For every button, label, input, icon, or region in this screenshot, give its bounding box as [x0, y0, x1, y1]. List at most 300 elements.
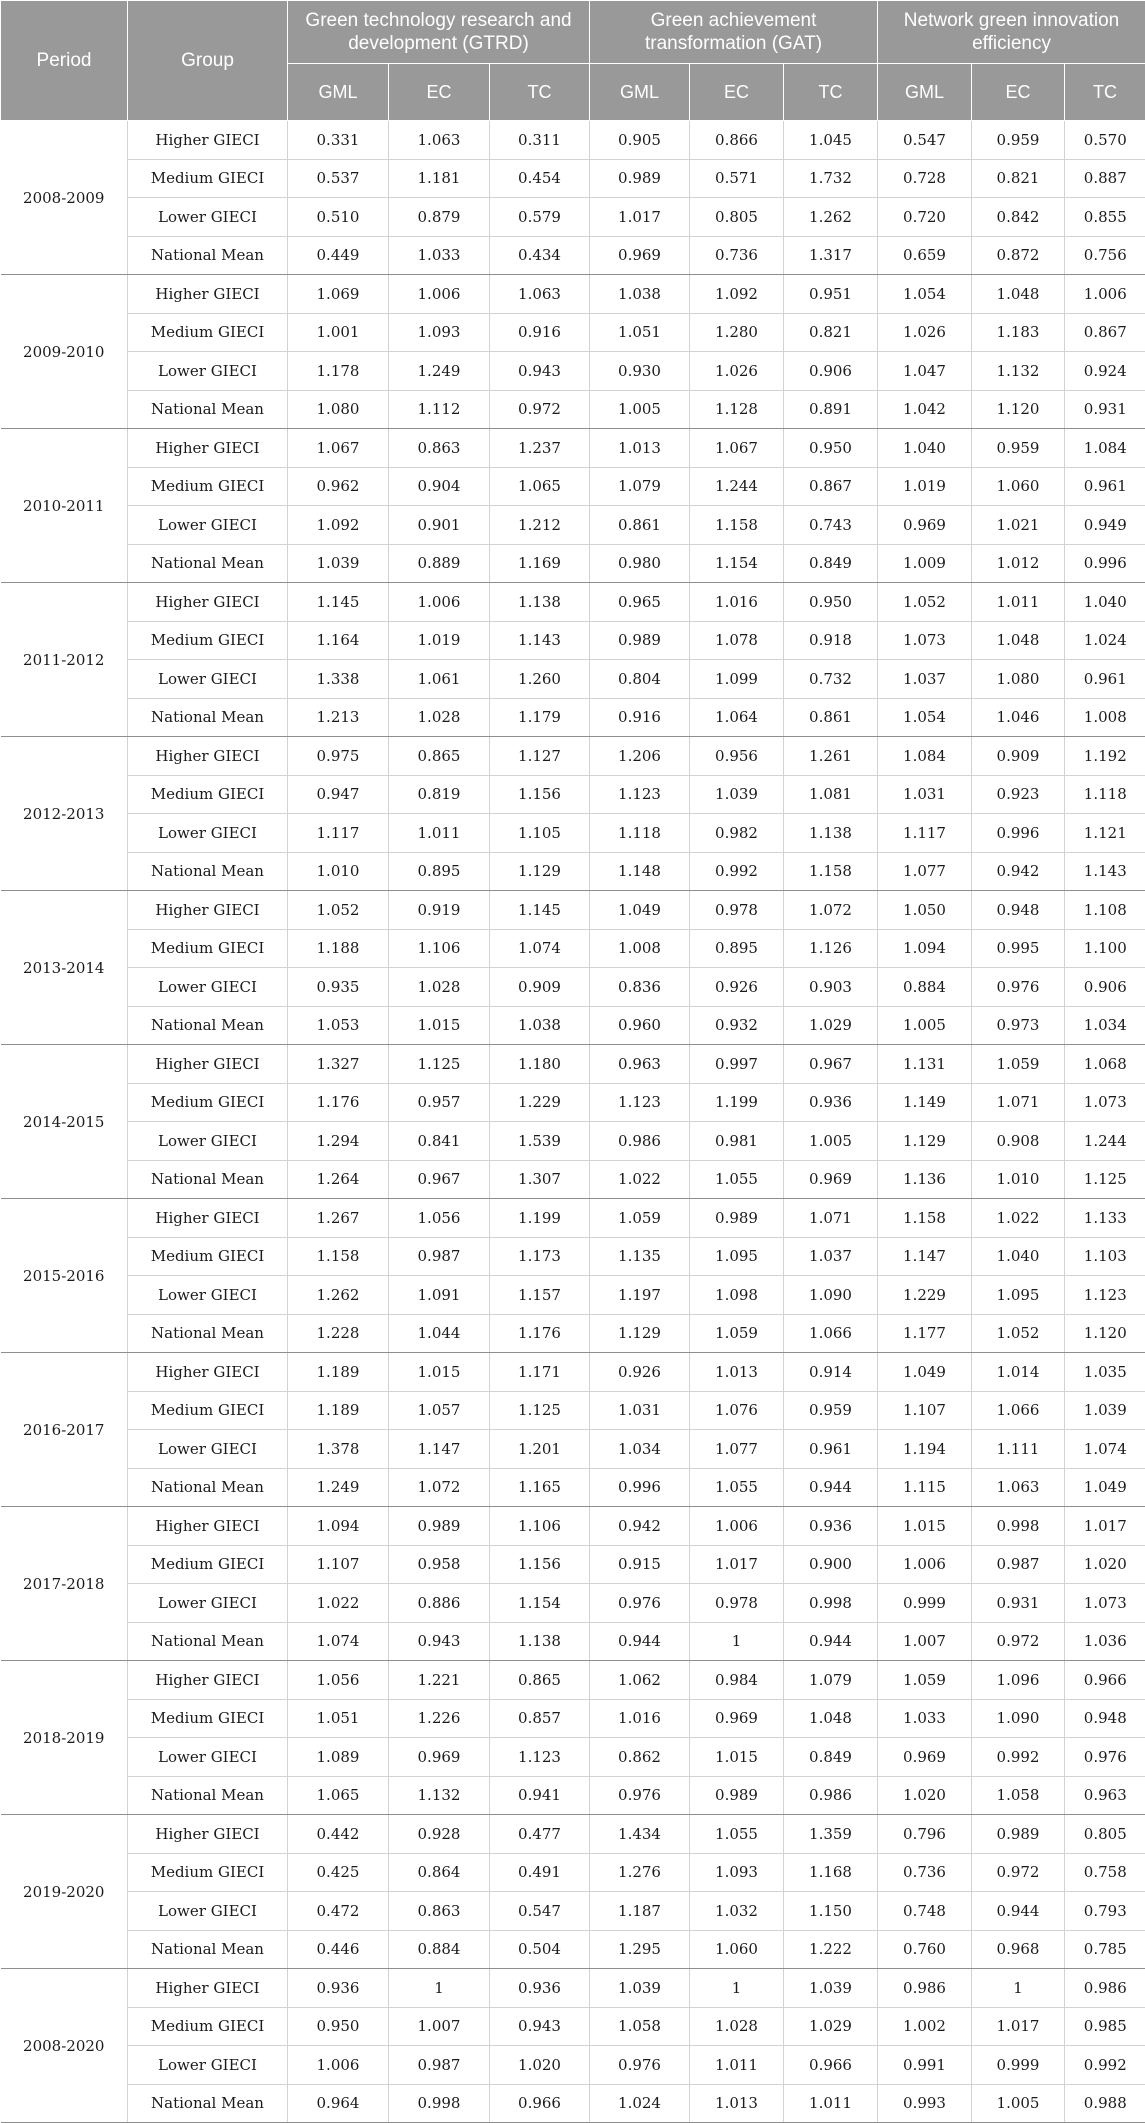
value-cell: 1.013	[690, 1353, 784, 1392]
value-cell: 1.212	[490, 506, 590, 545]
value-cell: 1.378	[288, 1430, 389, 1469]
value-cell: 0.936	[784, 1507, 878, 1546]
value-cell: 1.067	[690, 429, 784, 468]
value-cell: 1.539	[490, 1122, 590, 1161]
table-row	[1, 1430, 1145, 1469]
value-cell: 1.074	[490, 929, 590, 968]
group-cell: Higher GIECI	[128, 275, 288, 314]
value-cell: 0.821	[784, 313, 878, 352]
table-row	[1, 1892, 1145, 1931]
value-cell: 1.434	[590, 1815, 690, 1854]
value-cell: 1.099	[690, 660, 784, 699]
value-cell: 1.073	[1065, 1083, 1145, 1122]
group-cell: Medium GIECI	[128, 1545, 288, 1584]
value-cell: 0.855	[1065, 198, 1145, 237]
value-cell: 0.950	[784, 583, 878, 622]
value-cell: 0.969	[690, 1699, 784, 1738]
value-cell: 1.213	[288, 698, 389, 737]
value-cell: 1.038	[590, 275, 690, 314]
value-cell: 0.951	[784, 275, 878, 314]
table-row	[1, 544, 1145, 583]
value-cell: 1.033	[878, 1699, 972, 1738]
group-cell: Lower GIECI	[128, 1738, 288, 1777]
group-cell: Medium GIECI	[128, 775, 288, 814]
value-cell: 1.022	[972, 1199, 1065, 1238]
group-cell: Higher GIECI	[128, 583, 288, 622]
value-cell: 0.923	[972, 775, 1065, 814]
table-row	[1, 236, 1145, 275]
value-cell: 1.249	[288, 1468, 389, 1507]
group-cell: Higher GIECI	[128, 1507, 288, 1546]
table-row	[1, 1391, 1145, 1430]
value-cell: 1.063	[490, 275, 590, 314]
value-cell: 0.965	[590, 583, 690, 622]
group-cell: National Mean	[128, 1622, 288, 1661]
table-row	[1, 2046, 1145, 2085]
value-cell: 1.129	[490, 852, 590, 891]
header-gat: Green achievement transformation (GAT)	[590, 1, 878, 64]
group-cell: Lower GIECI	[128, 968, 288, 1007]
value-cell: 0.863	[389, 1892, 490, 1931]
value-cell: 1.123	[490, 1738, 590, 1777]
value-cell: 0.796	[878, 1815, 972, 1854]
value-cell: 0.659	[878, 236, 972, 275]
value-cell: 0.991	[878, 2046, 972, 2085]
period-cell: 2019-2020	[1, 1815, 128, 1969]
group-cell: Higher GIECI	[128, 1969, 288, 2008]
value-cell: 1.147	[389, 1430, 490, 1469]
value-cell: 1	[690, 1969, 784, 2008]
value-cell: 0.972	[490, 390, 590, 429]
table-row	[1, 506, 1145, 545]
value-cell: 1.021	[972, 506, 1065, 545]
value-cell: 1.034	[590, 1430, 690, 1469]
table-row	[1, 814, 1145, 853]
value-cell: 1.147	[878, 1237, 972, 1276]
value-cell: 1.125	[490, 1391, 590, 1430]
value-cell: 1.123	[590, 1083, 690, 1122]
value-cell: 1.108	[1065, 891, 1145, 930]
value-cell: 0.972	[972, 1622, 1065, 1661]
value-cell: 1.054	[878, 698, 972, 737]
value-cell: 1.039	[288, 544, 389, 583]
group-cell: Higher GIECI	[128, 1353, 288, 1392]
table-row	[1, 1237, 1145, 1276]
value-cell: 0.967	[389, 1160, 490, 1199]
value-cell: 1.261	[784, 737, 878, 776]
value-cell: 1	[972, 1969, 1065, 2008]
subheader-gml: GML	[878, 64, 972, 121]
value-cell: 0.720	[878, 198, 972, 237]
header-network-efficiency: Network green innovation efficiency	[878, 1, 1145, 64]
value-cell: 0.849	[784, 544, 878, 583]
value-cell: 0.887	[1065, 159, 1145, 198]
value-cell: 1.038	[490, 1006, 590, 1045]
value-cell: 1.229	[490, 1083, 590, 1122]
value-cell: 1.024	[1065, 621, 1145, 660]
value-cell: 1.015	[389, 1006, 490, 1045]
value-cell: 1.017	[590, 198, 690, 237]
value-cell: 0.969	[878, 1738, 972, 1777]
value-cell: 1.164	[288, 621, 389, 660]
group-cell: National Mean	[128, 2084, 288, 2123]
table-row	[1, 159, 1145, 198]
value-cell: 1.049	[878, 1353, 972, 1392]
value-cell: 1.093	[690, 1853, 784, 1892]
group-cell: Lower GIECI	[128, 1276, 288, 1315]
value-cell: 0.961	[1065, 660, 1145, 699]
value-cell: 0.836	[590, 968, 690, 1007]
value-cell: 0.987	[389, 2046, 490, 2085]
value-cell: 0.446	[288, 1930, 389, 1969]
value-cell: 0.976	[972, 968, 1065, 1007]
value-cell: 1.107	[878, 1391, 972, 1430]
value-cell: 1.125	[1065, 1160, 1145, 1199]
group-cell: Medium GIECI	[128, 467, 288, 506]
value-cell: 1.136	[878, 1160, 972, 1199]
value-cell: 1.177	[878, 1314, 972, 1353]
group-cell: Medium GIECI	[128, 621, 288, 660]
value-cell: 1.033	[389, 236, 490, 275]
value-cell: 1.065	[490, 467, 590, 506]
value-cell: 1.052	[878, 583, 972, 622]
value-cell: 1.115	[878, 1468, 972, 1507]
group-cell: Lower GIECI	[128, 2046, 288, 2085]
value-cell: 1.080	[288, 390, 389, 429]
period-cell: 2015-2016	[1, 1199, 128, 1353]
value-cell: 0.966	[1065, 1661, 1145, 1700]
value-cell: 0.571	[690, 159, 784, 198]
value-cell: 0.760	[878, 1930, 972, 1969]
value-cell: 0.992	[690, 852, 784, 891]
value-cell: 0.931	[1065, 390, 1145, 429]
group-cell: National Mean	[128, 236, 288, 275]
value-cell: 0.537	[288, 159, 389, 198]
table-row	[1, 1661, 1145, 1700]
value-cell: 1.046	[972, 698, 1065, 737]
value-cell: 0.842	[972, 198, 1065, 237]
value-cell: 1.229	[878, 1276, 972, 1315]
value-cell: 0.943	[490, 2007, 590, 2046]
value-cell: 1.221	[389, 1661, 490, 1700]
value-cell: 0.969	[784, 1160, 878, 1199]
subheader-gml: GML	[590, 64, 690, 121]
period-cell: 2016-2017	[1, 1353, 128, 1507]
value-cell: 1.117	[288, 814, 389, 853]
value-cell: 0.793	[1065, 1892, 1145, 1931]
value-cell: 1.051	[288, 1699, 389, 1738]
table-body	[1, 121, 1145, 2123]
value-cell: 1.264	[288, 1160, 389, 1199]
value-cell: 1.135	[590, 1237, 690, 1276]
value-cell: 1.158	[878, 1199, 972, 1238]
value-cell: 0.906	[1065, 968, 1145, 1007]
value-cell: 0.959	[784, 1391, 878, 1430]
group-cell: Lower GIECI	[128, 814, 288, 853]
value-cell: 0.865	[389, 737, 490, 776]
value-cell: 1.074	[1065, 1430, 1145, 1469]
value-cell: 1.189	[288, 1391, 389, 1430]
value-cell: 0.865	[490, 1661, 590, 1700]
value-cell: 1.106	[490, 1507, 590, 1546]
value-cell: 0.491	[490, 1853, 590, 1892]
value-cell: 1.058	[972, 1776, 1065, 1815]
value-cell: 1.044	[389, 1314, 490, 1353]
value-cell: 1.165	[490, 1468, 590, 1507]
table-row	[1, 852, 1145, 891]
value-cell: 1.006	[690, 1507, 784, 1546]
value-cell: 1.317	[784, 236, 878, 275]
group-cell: Lower GIECI	[128, 1892, 288, 1931]
value-cell: 0.510	[288, 198, 389, 237]
value-cell: 1.171	[490, 1353, 590, 1392]
value-cell: 1.017	[690, 1545, 784, 1584]
group-cell: Medium GIECI	[128, 929, 288, 968]
period-cell: 2010-2011	[1, 429, 128, 583]
value-cell: 0.986	[590, 1122, 690, 1161]
value-cell: 0.918	[784, 621, 878, 660]
value-cell: 1.049	[590, 891, 690, 930]
table-row	[1, 2084, 1145, 2123]
value-cell: 1.055	[690, 1468, 784, 1507]
table-row	[1, 891, 1145, 930]
value-cell: 1.028	[389, 968, 490, 1007]
value-cell: 1.156	[490, 1545, 590, 1584]
value-cell: 0.931	[972, 1584, 1065, 1623]
table-row	[1, 1969, 1145, 2008]
value-cell: 0.748	[878, 1892, 972, 1931]
value-cell: 1.123	[590, 775, 690, 814]
value-cell: 1.039	[690, 775, 784, 814]
value-cell: 1.055	[690, 1160, 784, 1199]
value-cell: 1.280	[690, 313, 784, 352]
value-cell: 0.926	[690, 968, 784, 1007]
value-cell: 0.504	[490, 1930, 590, 1969]
value-cell: 1.015	[690, 1738, 784, 1777]
value-cell: 0.976	[590, 1584, 690, 1623]
value-cell: 1.059	[690, 1314, 784, 1353]
value-cell: 0.961	[784, 1430, 878, 1469]
value-cell: 0.916	[490, 313, 590, 352]
table-row	[1, 1815, 1145, 1854]
value-cell: 1.249	[389, 352, 490, 391]
table-row	[1, 1314, 1145, 1353]
value-cell: 1.145	[288, 583, 389, 622]
value-cell: 1.149	[878, 1083, 972, 1122]
value-cell: 1.096	[972, 1661, 1065, 1700]
value-cell: 0.758	[1065, 1853, 1145, 1892]
header-group: Group	[128, 1, 288, 121]
value-cell: 1.012	[972, 544, 1065, 583]
value-cell: 0.948	[972, 891, 1065, 930]
value-cell: 0.986	[878, 1969, 972, 2008]
value-cell: 1.068	[1065, 1045, 1145, 1084]
value-cell: 1.158	[288, 1237, 389, 1276]
value-cell: 1.063	[389, 121, 490, 160]
value-cell: 1.010	[288, 852, 389, 891]
value-cell: 0.942	[590, 1507, 690, 1546]
value-cell: 0.996	[972, 814, 1065, 853]
value-cell: 0.980	[590, 544, 690, 583]
value-cell: 1.117	[878, 814, 972, 853]
value-cell: 0.884	[878, 968, 972, 1007]
value-cell: 0.966	[490, 2084, 590, 2123]
value-cell: 1.125	[389, 1045, 490, 1084]
value-cell: 1.307	[490, 1160, 590, 1199]
value-cell: 1.029	[784, 1006, 878, 1045]
value-cell: 0.992	[972, 1738, 1065, 1777]
value-cell: 1.338	[288, 660, 389, 699]
group-cell: Lower GIECI	[128, 352, 288, 391]
table-row	[1, 198, 1145, 237]
value-cell: 1.094	[288, 1507, 389, 1546]
group-cell: National Mean	[128, 1930, 288, 1969]
value-cell: 0.861	[784, 698, 878, 737]
value-cell: 0.969	[590, 236, 690, 275]
value-cell: 1.056	[288, 1661, 389, 1700]
value-cell: 1.009	[878, 544, 972, 583]
value-cell: 0.903	[784, 968, 878, 1007]
value-cell: 0.998	[972, 1507, 1065, 1546]
value-cell: 1.048	[972, 275, 1065, 314]
table-row	[1, 1468, 1145, 1507]
value-cell: 1.031	[590, 1391, 690, 1430]
value-cell: 1.199	[690, 1083, 784, 1122]
value-cell: 1.013	[690, 2084, 784, 2123]
value-cell: 1.040	[878, 429, 972, 468]
value-cell: 0.857	[490, 1699, 590, 1738]
value-cell: 1.079	[590, 467, 690, 506]
value-cell: 1.189	[288, 1353, 389, 1392]
value-cell: 1.089	[288, 1738, 389, 1777]
table-row	[1, 1507, 1145, 1546]
period-cell: 2008-2009	[1, 121, 128, 275]
group-cell: Lower GIECI	[128, 1430, 288, 1469]
table-row	[1, 1160, 1145, 1199]
value-cell: 1.040	[1065, 583, 1145, 622]
value-cell: 1.039	[1065, 1391, 1145, 1430]
value-cell: 1.262	[784, 198, 878, 237]
table-row	[1, 1122, 1145, 1161]
group-cell: National Mean	[128, 852, 288, 891]
value-cell: 1.008	[1065, 698, 1145, 737]
value-cell: 0.944	[972, 1892, 1065, 1931]
value-cell: 1.098	[690, 1276, 784, 1315]
value-cell: 1.081	[784, 775, 878, 814]
value-cell: 0.949	[1065, 506, 1145, 545]
value-cell: 0.454	[490, 159, 590, 198]
period-cell: 2012-2013	[1, 737, 128, 891]
table-row	[1, 621, 1145, 660]
value-cell: 0.989	[590, 159, 690, 198]
value-cell: 0.805	[1065, 1815, 1145, 1854]
value-cell: 0.984	[690, 1661, 784, 1700]
value-cell: 0.985	[1065, 2007, 1145, 2046]
value-cell: 0.736	[690, 236, 784, 275]
value-cell: 0.872	[972, 236, 1065, 275]
value-cell: 0.943	[490, 352, 590, 391]
value-cell: 1.181	[389, 159, 490, 198]
value-cell: 0.570	[1065, 121, 1145, 160]
value-cell: 1.294	[288, 1122, 389, 1161]
value-cell: 0.989	[590, 621, 690, 660]
subheader-tc: TC	[1065, 64, 1145, 121]
value-cell: 0.916	[590, 698, 690, 737]
value-cell: 1.035	[1065, 1353, 1145, 1392]
value-cell: 0.973	[972, 1006, 1065, 1045]
table-row	[1, 775, 1145, 814]
value-cell: 1.158	[784, 852, 878, 891]
value-cell: 1.050	[878, 891, 972, 930]
value-cell: 1.199	[490, 1199, 590, 1238]
value-cell: 0.756	[1065, 236, 1145, 275]
value-cell: 0.936	[784, 1083, 878, 1122]
value-cell: 0.425	[288, 1853, 389, 1892]
value-cell: 1.192	[1065, 737, 1145, 776]
value-cell: 1.244	[690, 467, 784, 506]
value-cell: 0.311	[490, 121, 590, 160]
value-cell: 1.065	[288, 1776, 389, 1815]
value-cell: 1.194	[878, 1430, 972, 1469]
value-cell: 0.989	[389, 1507, 490, 1546]
value-cell: 1.066	[972, 1391, 1065, 1430]
value-cell: 0.968	[972, 1930, 1065, 1969]
value-cell: 0.926	[590, 1353, 690, 1392]
value-cell: 0.996	[590, 1468, 690, 1507]
value-cell: 1.054	[878, 275, 972, 314]
group-cell: Medium GIECI	[128, 1391, 288, 1430]
value-cell: 0.959	[972, 429, 1065, 468]
value-cell: 0.982	[690, 814, 784, 853]
value-cell: 0.884	[389, 1930, 490, 1969]
value-cell: 1.036	[1065, 1622, 1145, 1661]
value-cell: 1.183	[972, 313, 1065, 352]
value-cell: 1.090	[784, 1276, 878, 1315]
value-cell: 1.022	[590, 1160, 690, 1199]
value-cell: 0.978	[690, 1584, 784, 1623]
value-cell: 1.112	[389, 390, 490, 429]
group-cell: Medium GIECI	[128, 2007, 288, 2046]
group-cell: Lower GIECI	[128, 198, 288, 237]
value-cell: 1.132	[389, 1776, 490, 1815]
value-cell: 1.037	[784, 1237, 878, 1276]
table-row	[1, 121, 1145, 160]
value-cell: 0.785	[1065, 1930, 1145, 1969]
value-cell: 1.095	[972, 1276, 1065, 1315]
value-cell: 1.071	[972, 1083, 1065, 1122]
value-cell: 0.867	[1065, 313, 1145, 352]
value-cell: 1.127	[490, 737, 590, 776]
value-cell: 1.040	[972, 1237, 1065, 1276]
value-cell: 1.026	[690, 352, 784, 391]
value-cell: 1.157	[490, 1276, 590, 1315]
table-header	[1, 1, 1145, 121]
value-cell: 1.016	[590, 1699, 690, 1738]
value-cell: 1	[690, 1622, 784, 1661]
value-cell: 1.121	[1065, 814, 1145, 853]
value-cell: 1.176	[490, 1314, 590, 1353]
subheader-tc: TC	[490, 64, 590, 121]
value-cell: 1.006	[389, 275, 490, 314]
value-cell: 0.904	[389, 467, 490, 506]
value-cell: 1.118	[1065, 775, 1145, 814]
value-cell: 1.032	[690, 1892, 784, 1931]
table-row	[1, 1353, 1145, 1392]
value-cell: 0.972	[972, 1853, 1065, 1892]
value-cell: 1.158	[690, 506, 784, 545]
value-cell: 1.131	[878, 1045, 972, 1084]
value-cell: 0.331	[288, 121, 389, 160]
